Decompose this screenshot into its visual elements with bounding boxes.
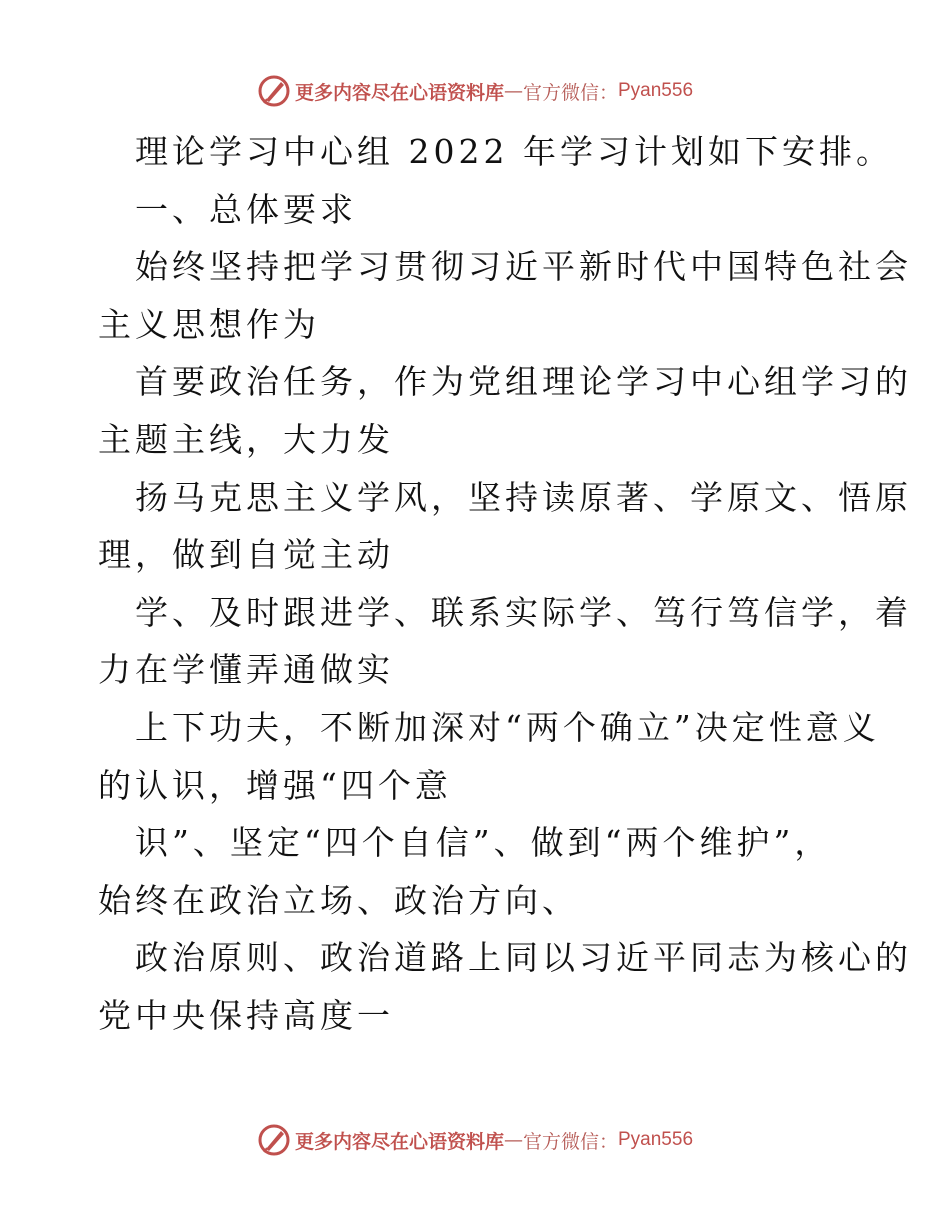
text-line: 始终在政治立场、政治方向、 [98,880,579,920]
text-line: 党中央保持高度一 [98,995,394,1035]
watermark-main-text: 更多内容尽在心语资料库 [294,81,504,104]
text-line: 扬马克思主义学风，坚持读原著、学原文、悟原 [135,477,912,517]
text-line: 理，做到自觉主动 [98,535,394,575]
header-watermark [0,71,950,111]
text-line: 识”、坚定“四个自信”、做到“两个维护”， [135,823,832,863]
text-line: 的认识，增强“四个意 [98,765,452,805]
document-body [98,123,912,1045]
text-line: 主题主线，大力发 [98,419,394,459]
footer-watermark [0,1120,950,1160]
watermark-label: 官方微信： [522,81,618,104]
quill-pen-logo-icon [257,74,291,108]
watermark-label: 官方微信： [522,1130,618,1153]
text-line: 力在学懂弄通做实 [98,650,394,690]
text-line: 学、及时跟进学、联系实际学、笃行笃信学，着 [135,592,912,632]
text-line: 上下功夫，不断加深对“两个确立”决定性意义 [135,707,880,747]
watermark-id: Pyan556 [618,1129,694,1150]
text-line: 主义思想作为 [98,304,320,344]
section-heading: 一、总体要求 [135,189,357,229]
text-line: 理论学习中心组 2022 年学习计划如下安排。 [135,132,893,171]
watermark-id: Pyan556 [618,80,694,101]
watermark-main-text: 更多内容尽在心语资料库 [294,1130,504,1153]
watermark-separator: — [503,80,523,102]
quill-pen-logo-icon [257,1123,291,1157]
text-line: 首要政治任务，作为党组理论学习中心组学习的 [135,362,912,402]
text-line: 始终坚持把学习贯彻习近平新时代中国特色社会 [135,247,912,287]
watermark-separator: — [503,1129,523,1151]
text-line: 政治原则、政治道路上同以习近平同志为核心的 [135,938,912,978]
